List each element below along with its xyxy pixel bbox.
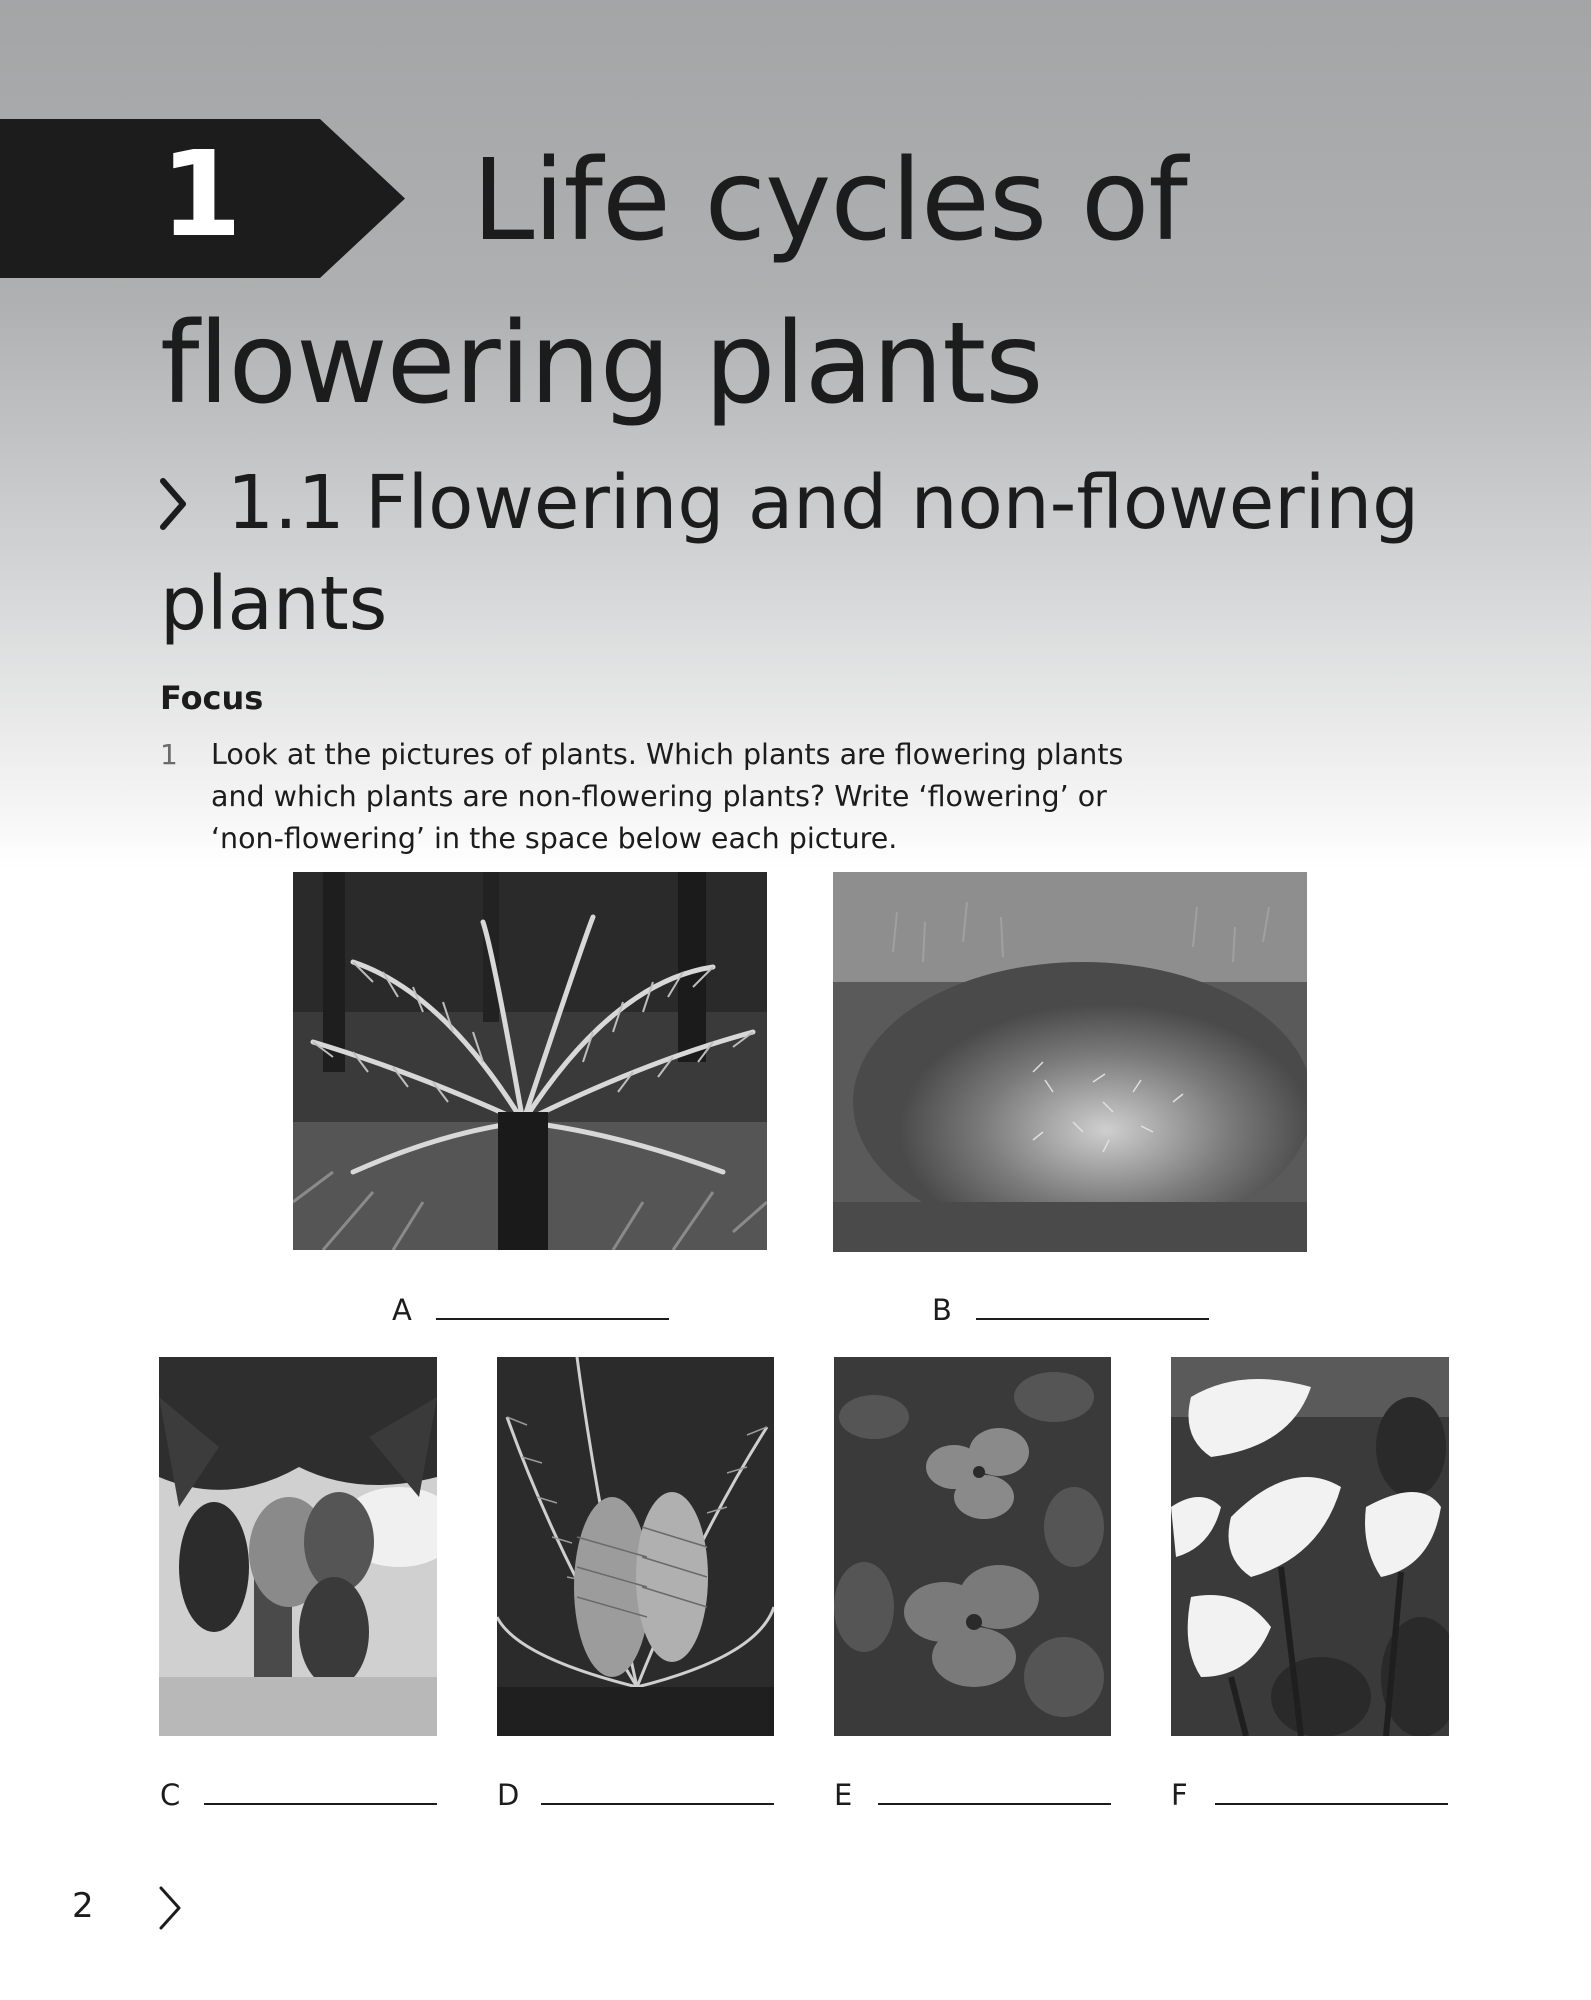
question-number: 1 <box>160 738 178 771</box>
picture-label-e: E <box>834 1778 853 1812</box>
chevron-right-icon[interactable] <box>157 1885 183 1931</box>
question-line: ‘non-flowering’ in the space below each picture. <box>211 822 898 855</box>
picture-label-b: B <box>932 1293 952 1327</box>
tree-fern-photo <box>293 872 767 1250</box>
answer-line-a[interactable] <box>436 1318 669 1320</box>
picture-label-f: F <box>1171 1778 1188 1812</box>
hibiscus-photo <box>834 1357 1111 1736</box>
chevron-right-icon <box>158 477 188 531</box>
focus-heading: Focus <box>160 679 264 717</box>
question-line: and which plants are non-flowering plants? Write ‘flowering’ or <box>211 780 1107 813</box>
picture-label-a: A <box>392 1293 412 1327</box>
chapter-title-line-2: flowering plants <box>160 299 1043 429</box>
picture-label-c: C <box>160 1778 181 1812</box>
page-number: 2 <box>72 1886 94 1926</box>
section-number: 1.1 <box>227 460 345 546</box>
answer-line-d[interactable] <box>541 1803 774 1805</box>
cycad-photo <box>497 1357 774 1736</box>
picture-label-d: D <box>497 1778 520 1812</box>
answer-line-e[interactable] <box>878 1803 1111 1805</box>
section-title-line-2: plants <box>160 561 388 647</box>
calla-lily-photo <box>1171 1357 1449 1736</box>
chapter-number: 1 <box>160 125 243 263</box>
question-line: Look at the pictures of plants. Which plants are flowering plants <box>211 738 1124 771</box>
answer-line-f[interactable] <box>1215 1803 1448 1805</box>
chapter-title-line-1: Life cycles of <box>472 136 1187 266</box>
answer-line-c[interactable] <box>204 1803 437 1805</box>
papaya-tree-photo <box>159 1357 437 1736</box>
section-title-line-1: Flowering and non-flowering <box>365 460 1420 546</box>
moss-photo <box>833 872 1307 1252</box>
answer-line-b[interactable] <box>976 1318 1209 1320</box>
question-text <box>211 734 1171 860</box>
